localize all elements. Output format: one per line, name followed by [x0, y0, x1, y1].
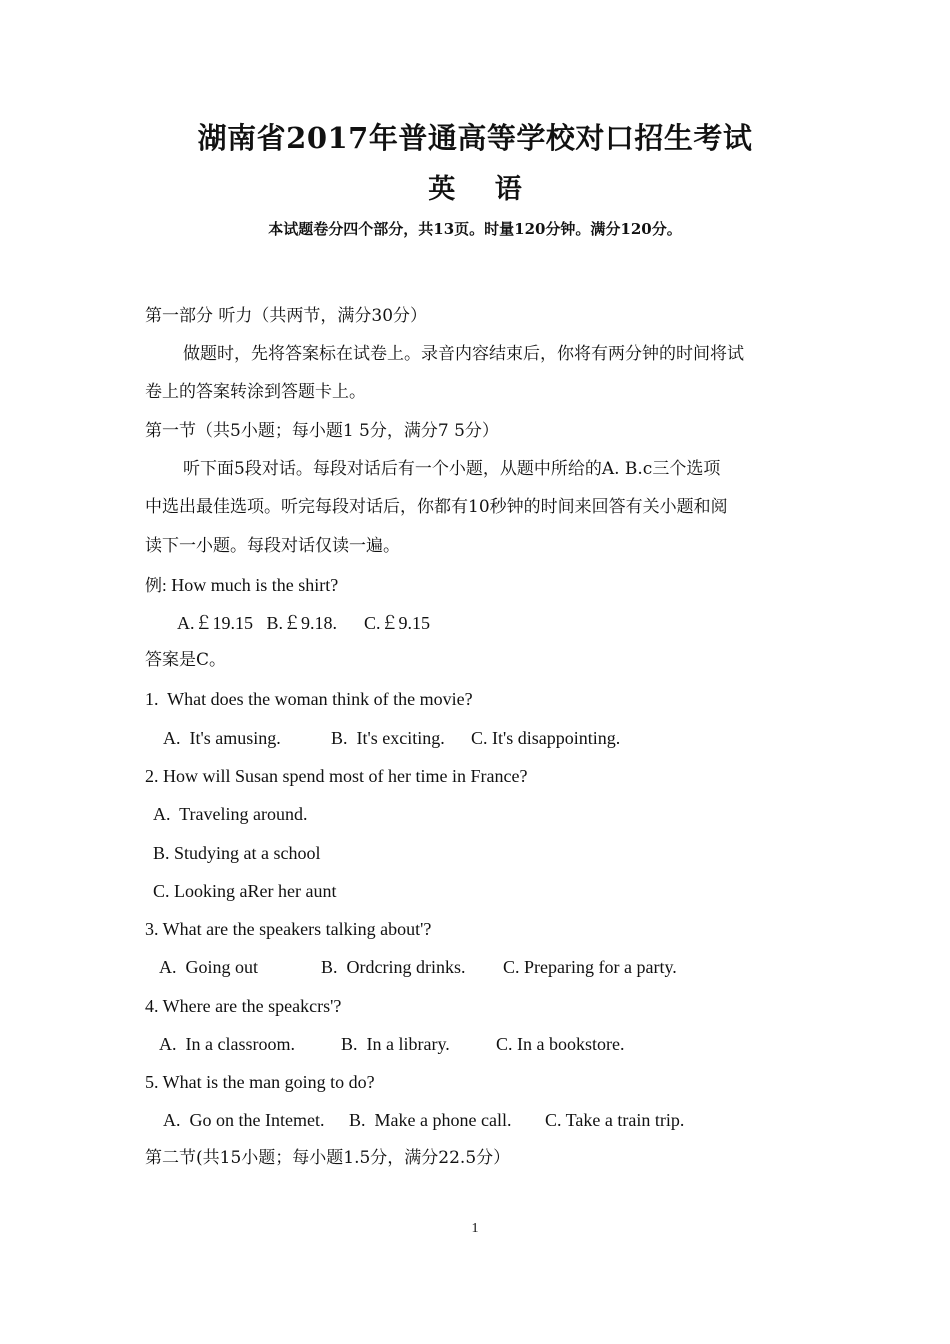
question-5-option-b: B. Make a phone call.: [349, 1110, 512, 1130]
section1-instruction-line3: 读下一小题。每段对话仅读一遍。: [145, 536, 400, 556]
example-line: [145, 576, 338, 594]
part1-instruction-line1: 做题时，先将答案标在试卷上。录音内容结束后，你将有两分钟的时间将试: [183, 344, 744, 364]
section2-heading: 第二节(共15小题；每小题1.5分，满分22.5分）: [145, 1148, 511, 1168]
example-answer: 答案是C。: [145, 650, 227, 670]
question-4-option-b: B. In a library.: [341, 1034, 450, 1054]
section1-heading: 第一节（共5小题；每小题1 5分，满分7 5分）: [145, 421, 499, 441]
question-4: 4. Where are the speakcrs'?: [145, 996, 342, 1016]
question-3-option-c: C. Preparing for a party.: [503, 957, 677, 977]
exam-title: 湖南省2017年普通高等学校对口招生考试: [197, 121, 753, 155]
question-4-option-a: A. In a classroom.: [159, 1034, 295, 1054]
question-1-option-a: A. It's amusing.: [163, 728, 281, 748]
question-3-option-b: B. Ordcring drinks.: [321, 957, 466, 977]
question-5-option-c: C. Take a train trip.: [545, 1110, 685, 1130]
question-1-option-b: B. It's exciting.: [331, 728, 445, 748]
question-4-option-c: C. In a bookstore.: [496, 1034, 625, 1054]
part1-instruction-line2: 卷上的答案转涂到答题卡上。: [145, 382, 366, 402]
question-3: 3. What are the speakers talking about'?: [145, 919, 432, 939]
question-2-option-b: B. Studying at a school: [153, 843, 321, 863]
question-2: 2. How will Susan spend most of her time in France?: [145, 766, 528, 786]
question-2-option-a: A. Traveling around.: [153, 804, 308, 824]
subject-title: 英 语: [428, 174, 522, 205]
part1-heading: 第一部分 听力（共两节，满分30分）: [145, 306, 428, 326]
section1-instruction-line1: 听下面5段对话。每段对话后有一个小题，从题中所给的A. B.c三个选项: [183, 459, 721, 479]
example-question: How much is the shirt?: [171, 575, 339, 595]
exam-note: 本试题卷分四个部分，共13页。时量120分钟。满分120分。: [268, 220, 682, 238]
question-3-option-a: A. Going out: [159, 957, 258, 977]
section1-instruction-line2: 中选出最佳选项。听完每段对话后，你都有10秒钟的时间来回答有关小题和阅: [145, 497, 728, 517]
example-label: 例:: [145, 576, 167, 595]
page-number: 1: [471, 1221, 479, 1236]
question-5: 5. What is the man going to do?: [145, 1072, 375, 1092]
example-options: A.￡19.15 B.￡9.18. C.￡9.15: [177, 613, 431, 633]
question-2-option-c: C. Looking aRer her aunt: [153, 881, 337, 901]
question-1-option-c: C. It's disappointing.: [471, 728, 621, 748]
question-5-option-a: A. Go on the Intemet.: [163, 1110, 325, 1130]
question-1: 1. What does the woman think of the movie?: [145, 689, 473, 709]
